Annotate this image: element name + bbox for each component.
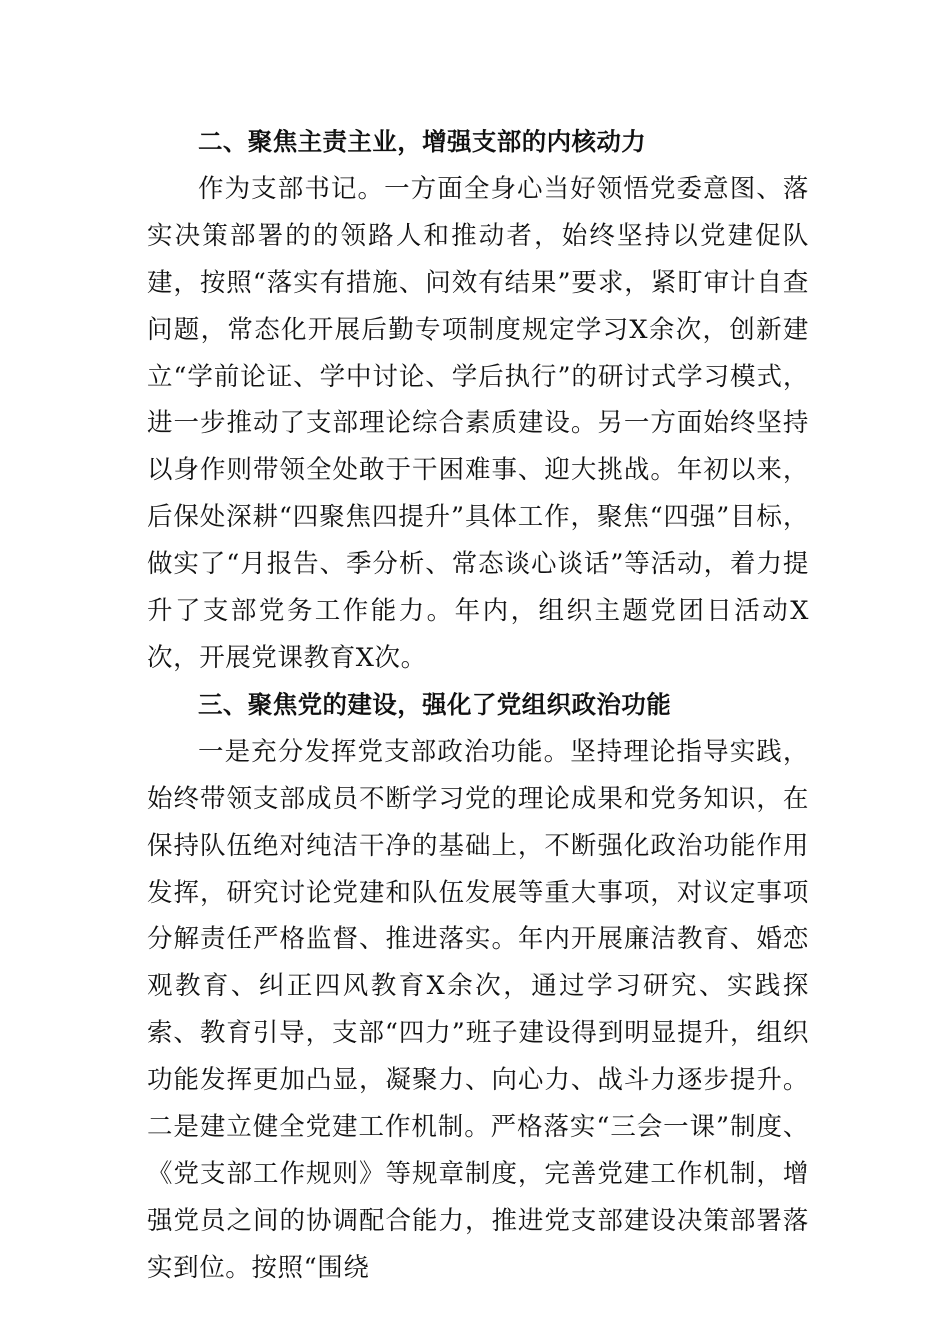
section-2-paragraph: 作为支部书记。一方面全身心当好领悟党委意图、落实决策部署的的领路人和推动者，始终坚持以党建促队建，按照“落实有措施、问效有结果”要求，紧盯审计自查问题，常态化开展后勤专项制度规定学习X余次，创新建立“学前论证、学中讨论、学后执行”的研讨式学习模式，进一步推动了支部理论综合素质建设。另一方面始终坚持以身作则带领全处敢于干困难事、迎大挑战。年初以来，后保处深耕“四聚焦四提升”具体工作，聚焦“四强”目标，做实了“月报告、季分析、常态谈心谈话”等活动，着力提升了支部党务工作能力。年内，组织主题党团日活动X次，开展党课教育X次。 xyxy=(147,173,809,673)
section-3-heading: 三、聚焦党的建设，强化了党组织政治功能 xyxy=(198,689,672,719)
document-body xyxy=(147,119,809,1292)
section-2-heading: 二、聚焦主责主业，增强支部的内核动力 xyxy=(198,127,647,156)
section-3-paragraph: 一是充分发挥党支部政治功能。坚持理论指导实践，始终带领支部成员不断学习党的理论成果和党务知识，在保持队伍绝对纯洁干净的基础上，不断强化政治功能作用发挥，研究讨论党建和队伍发展等重大事项，对议定事项分解责任严格监督、推进落实。年内开展廉洁教育、婚恋观教育、纠正四风教育X余次，通过学习研究、实践探索、教育引导，支部“四力”班子建设得到明显提升，组织功能发挥更加凸显，凝聚力、向心力、战斗力逐步提升。二是建立健全党建工作机制。严格落实“三会一课”制度、《党支部工作规则》等规章制度，完善党建工作机制，增强党员之间的协调配合能力，推进党支部建设决策部署落实到位。按照“围绕 xyxy=(147,736,809,1283)
